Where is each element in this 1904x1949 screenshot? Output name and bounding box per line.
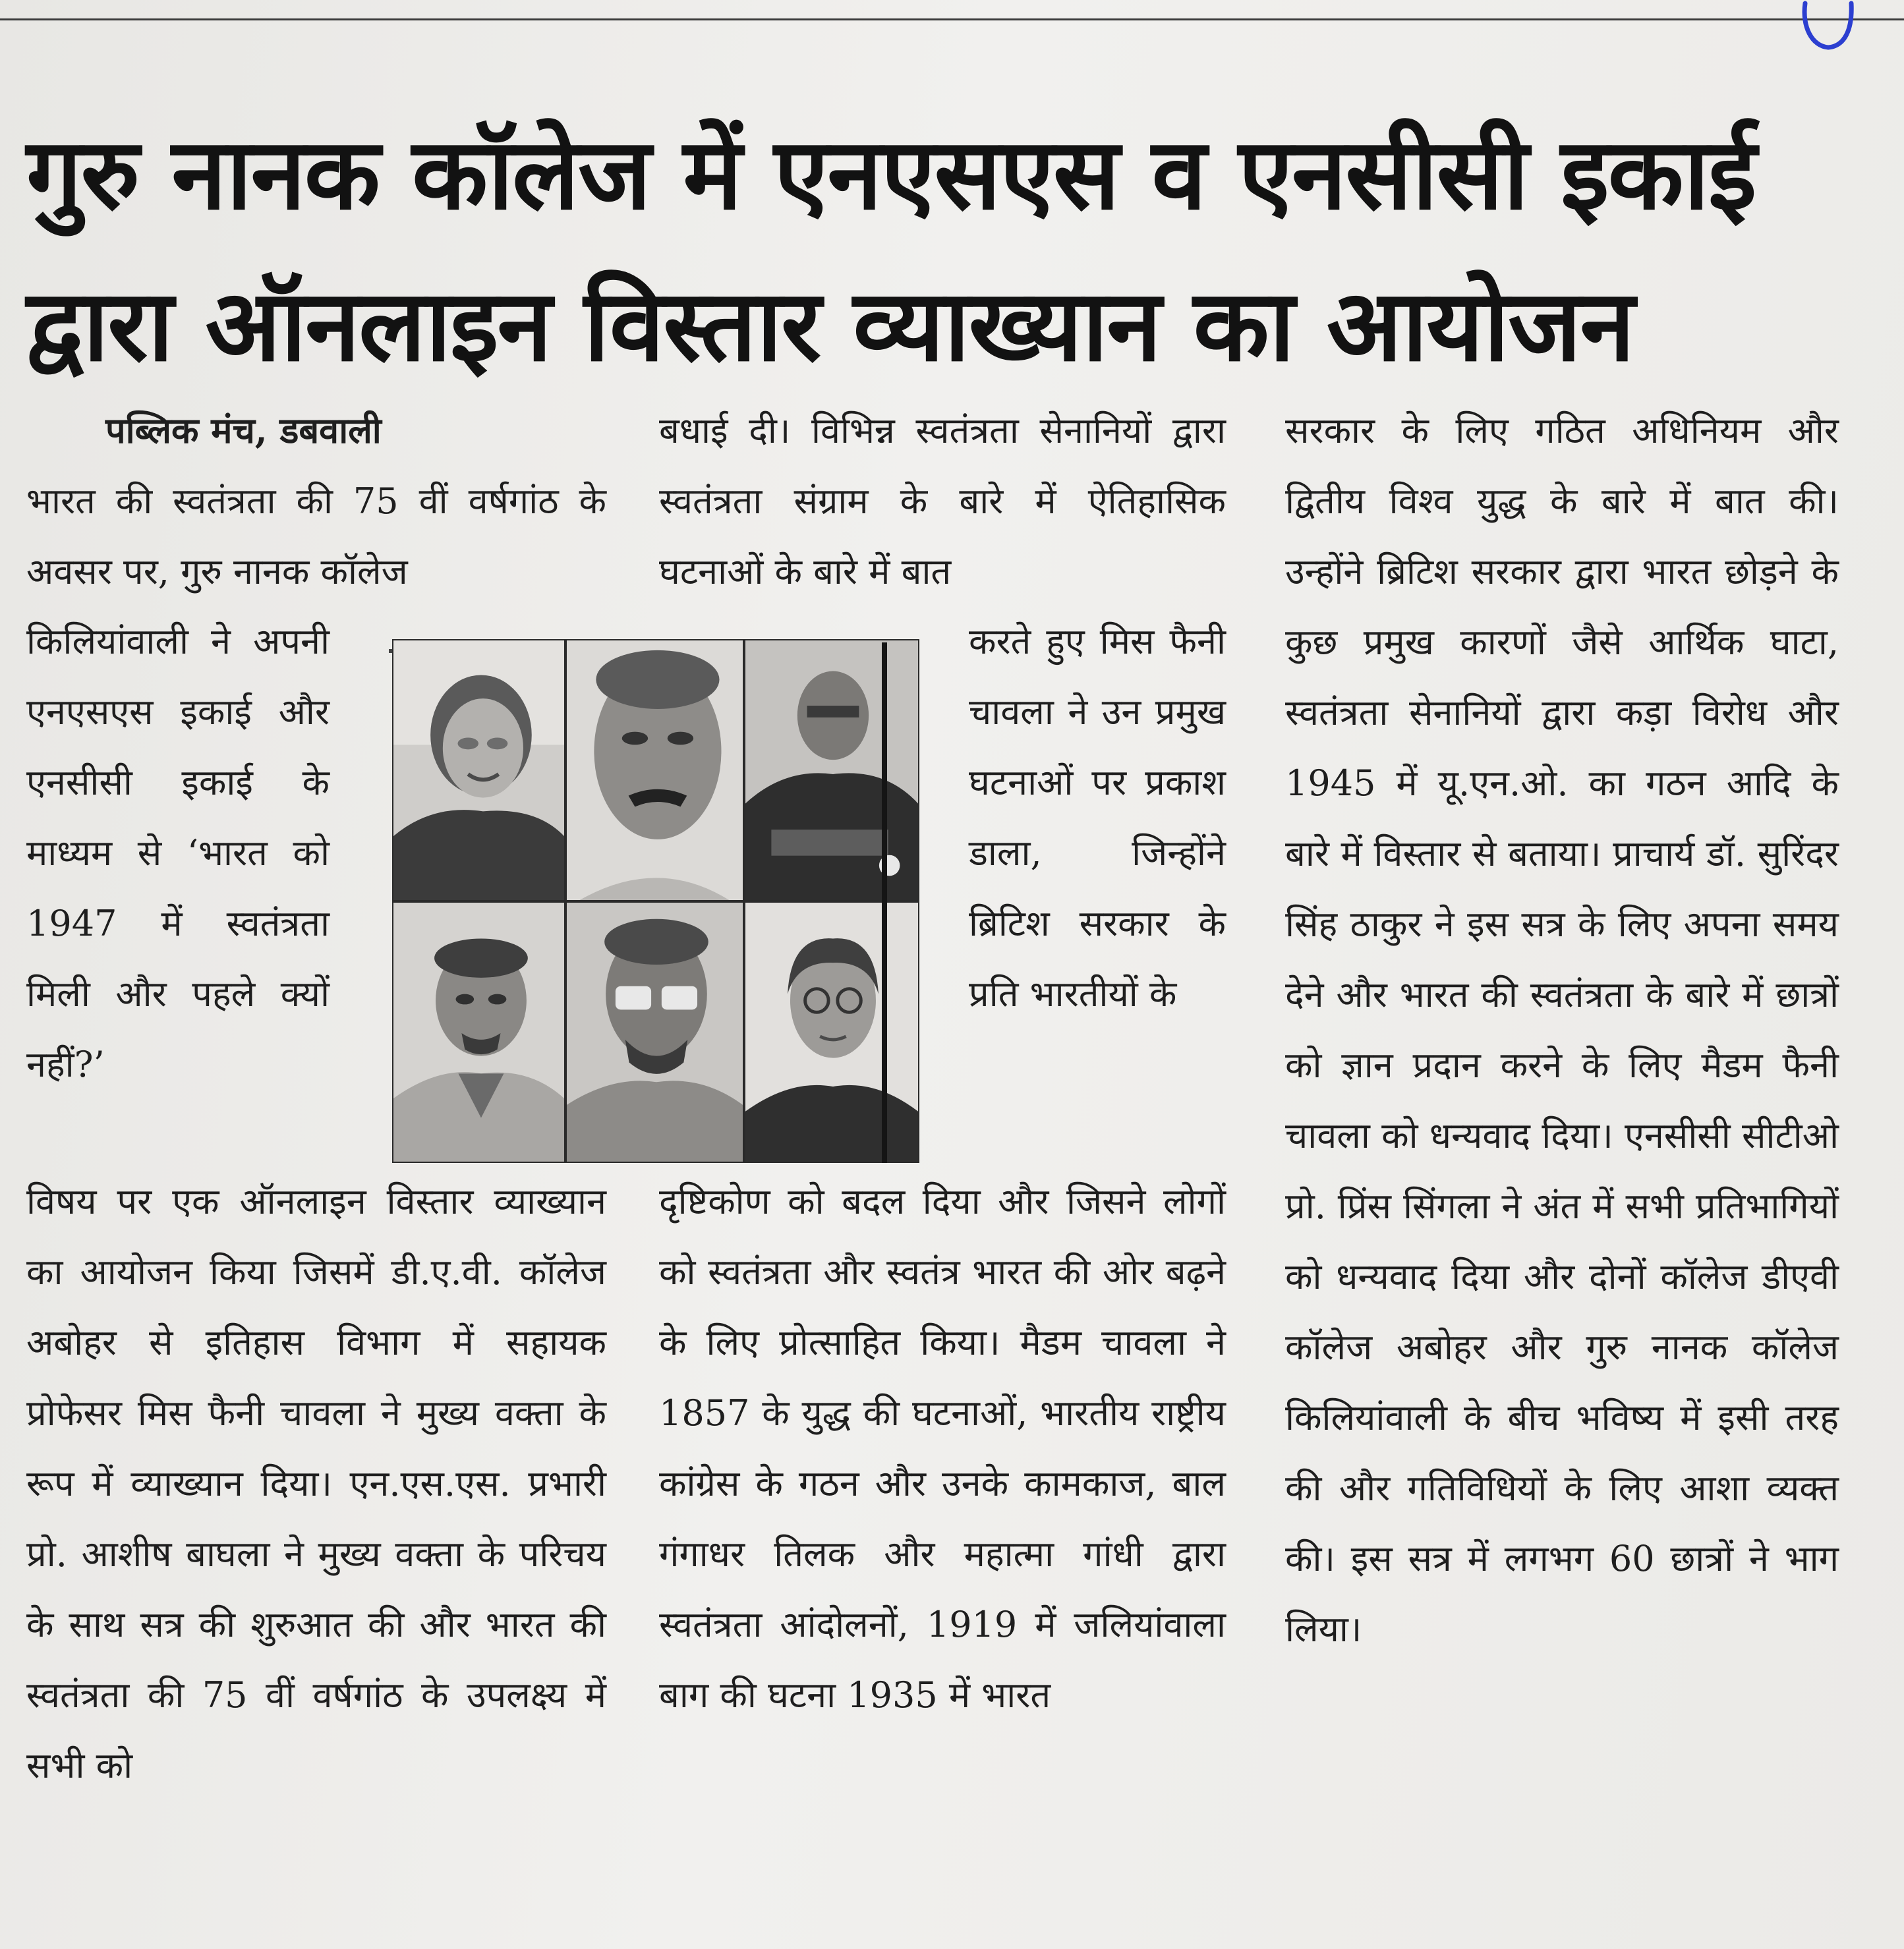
column-2-intro: बधाई दी। विभिन्न स्वतंत्रता सेनानियों द्वारा स्वतंत्रता संग्राम के बारे में ऐतिहासिक घटनाओं के बारे में बात — [659, 410, 1226, 592]
top-border-rule — [0, 18, 1904, 20]
column-2-bottom — [659, 1166, 1226, 1730]
participant-photo-6 — [744, 901, 919, 1163]
column-1-intro: भारत की स्वतंत्रता की 75 वीं वर्षगांठ के अवसर पर, गुरु नानक कॉलेज — [26, 480, 606, 592]
headline-line-1: गुरु नानक कॉलेज में एनएसएस व एनसीसी इकाई — [26, 117, 1756, 232]
column-2-wrap — [969, 606, 1226, 1029]
participant-photo-2 — [565, 639, 744, 901]
column-2-body: दृष्टिकोण को बदल दिया और जिसने लोगों को स्वतंत्रता और स्वतंत्र भारत की ओर बढ़ने के लिए प्रोत्साहित किया। मैडम चावला ने 1857 के युद्ध की घटनाओं, भारतीय राष्ट्रीय कांग्रेस के गठन और उनके कामकाज, बाल गंगाधर तिलक और महात्मा गांधी द्वारा स्वतंत्रता आंदोलनों, 1919 में जलियांवाला बाग की घटना 1935 में भारत — [659, 1181, 1226, 1716]
column-2-wrap-text: करते हुए मिस फैनी चावला ने उन प्रमुख घटनाओं पर प्रकाश डाला, जिन्होंने ब्रिटिश सरकार के प्रति भारतीयों के — [969, 621, 1226, 1015]
column-2-top — [659, 395, 1226, 607]
headline-line-2: द्वारा ऑनलाइन विस्तार व्याख्यान का आयोजन — [26, 269, 1634, 383]
participant-photo-5 — [565, 901, 744, 1163]
participants-photo-collage — [392, 639, 919, 1163]
column-1-bottom — [26, 1166, 606, 1801]
column-1-body: विषय पर एक ऑनलाइन विस्तार व्याख्यान का आयोजन किया जिसमें डी.ए.वी. कॉलेज अबोहर से इतिहास विभाग में सहायक प्रोफेसर मिस फैनी चावला ने मुख्य वक्ता के रूप में व्याख्यान दिया। एन.एस.एस. प्रभारी प्रो. आशीष बाघला ने मुख्य वक्ता के परिचय के साथ सत्र की शुरुआत की और भारत की स्वतंत्रता की 75 वीं वर्षगांठ के उपलक्ष्य में सभी को — [26, 1181, 606, 1786]
headline — [26, 99, 1845, 402]
dateline: पब्लिक मंच, डबवाली — [105, 409, 382, 451]
column-1-wrap-text: किलियांवाली ने अपनी एनएसएस इकाई और एनसीसी इकाई के माध्यम से ‘भारत को 1947 में स्वतंत्रता मिली और पहले क्यों नहीं?’ — [26, 621, 330, 1085]
photo-side-rule — [882, 642, 887, 1163]
participant-photo-4 — [392, 901, 565, 1163]
column-1-top — [26, 395, 606, 607]
column-3-body: सरकार के लिए गठित अधिनियम और द्वितीय विश्व युद्ध के बारे में बात की। उन्होंने ब्रिटिश सरकार द्वारा भारत छोड़ने के कुछ प्रमुख कारणों जैसे आर्थिक घाटा, स्वतंत्रता सेनानियों द्वारा कड़ा विरोध और 1945 में यू.एन.ओ. का गठन आदि के बारे में विस्तार से बताया। प्राचार्य डॉ. सुरिंदर सिंह ठाकुर ने इस सत्र के लिए अपना समय देने और भारत की स्वतंत्रता के बारे में छात्रों को ज्ञान प्रदान करने के लिए मैडम फैनी चावला को धन्यवाद दिया। एनसीसी सीटीओ प्रो. प्रिंस सिंगला ने अंत में सभी प्रतिभागियों को धन्यवाद दिया और दोनों कॉलेज डीएवी कॉलेज अबोहर और गुरु नानक कॉलेज किलियांवाली के बीच भविष्य में इसी तरह की और गतिविधियों के लिए आशा व्यक्त की। इस सत्र में लगभग 60 छात्रों ने भाग लिया। — [1285, 410, 1839, 1650]
participant-photo-1 — [392, 639, 565, 901]
pen-mark-icon — [1799, 0, 1858, 53]
column-1-wrap — [26, 606, 330, 1100]
column-3 — [1285, 395, 1839, 1664]
participant-photo-3 — [744, 639, 919, 901]
